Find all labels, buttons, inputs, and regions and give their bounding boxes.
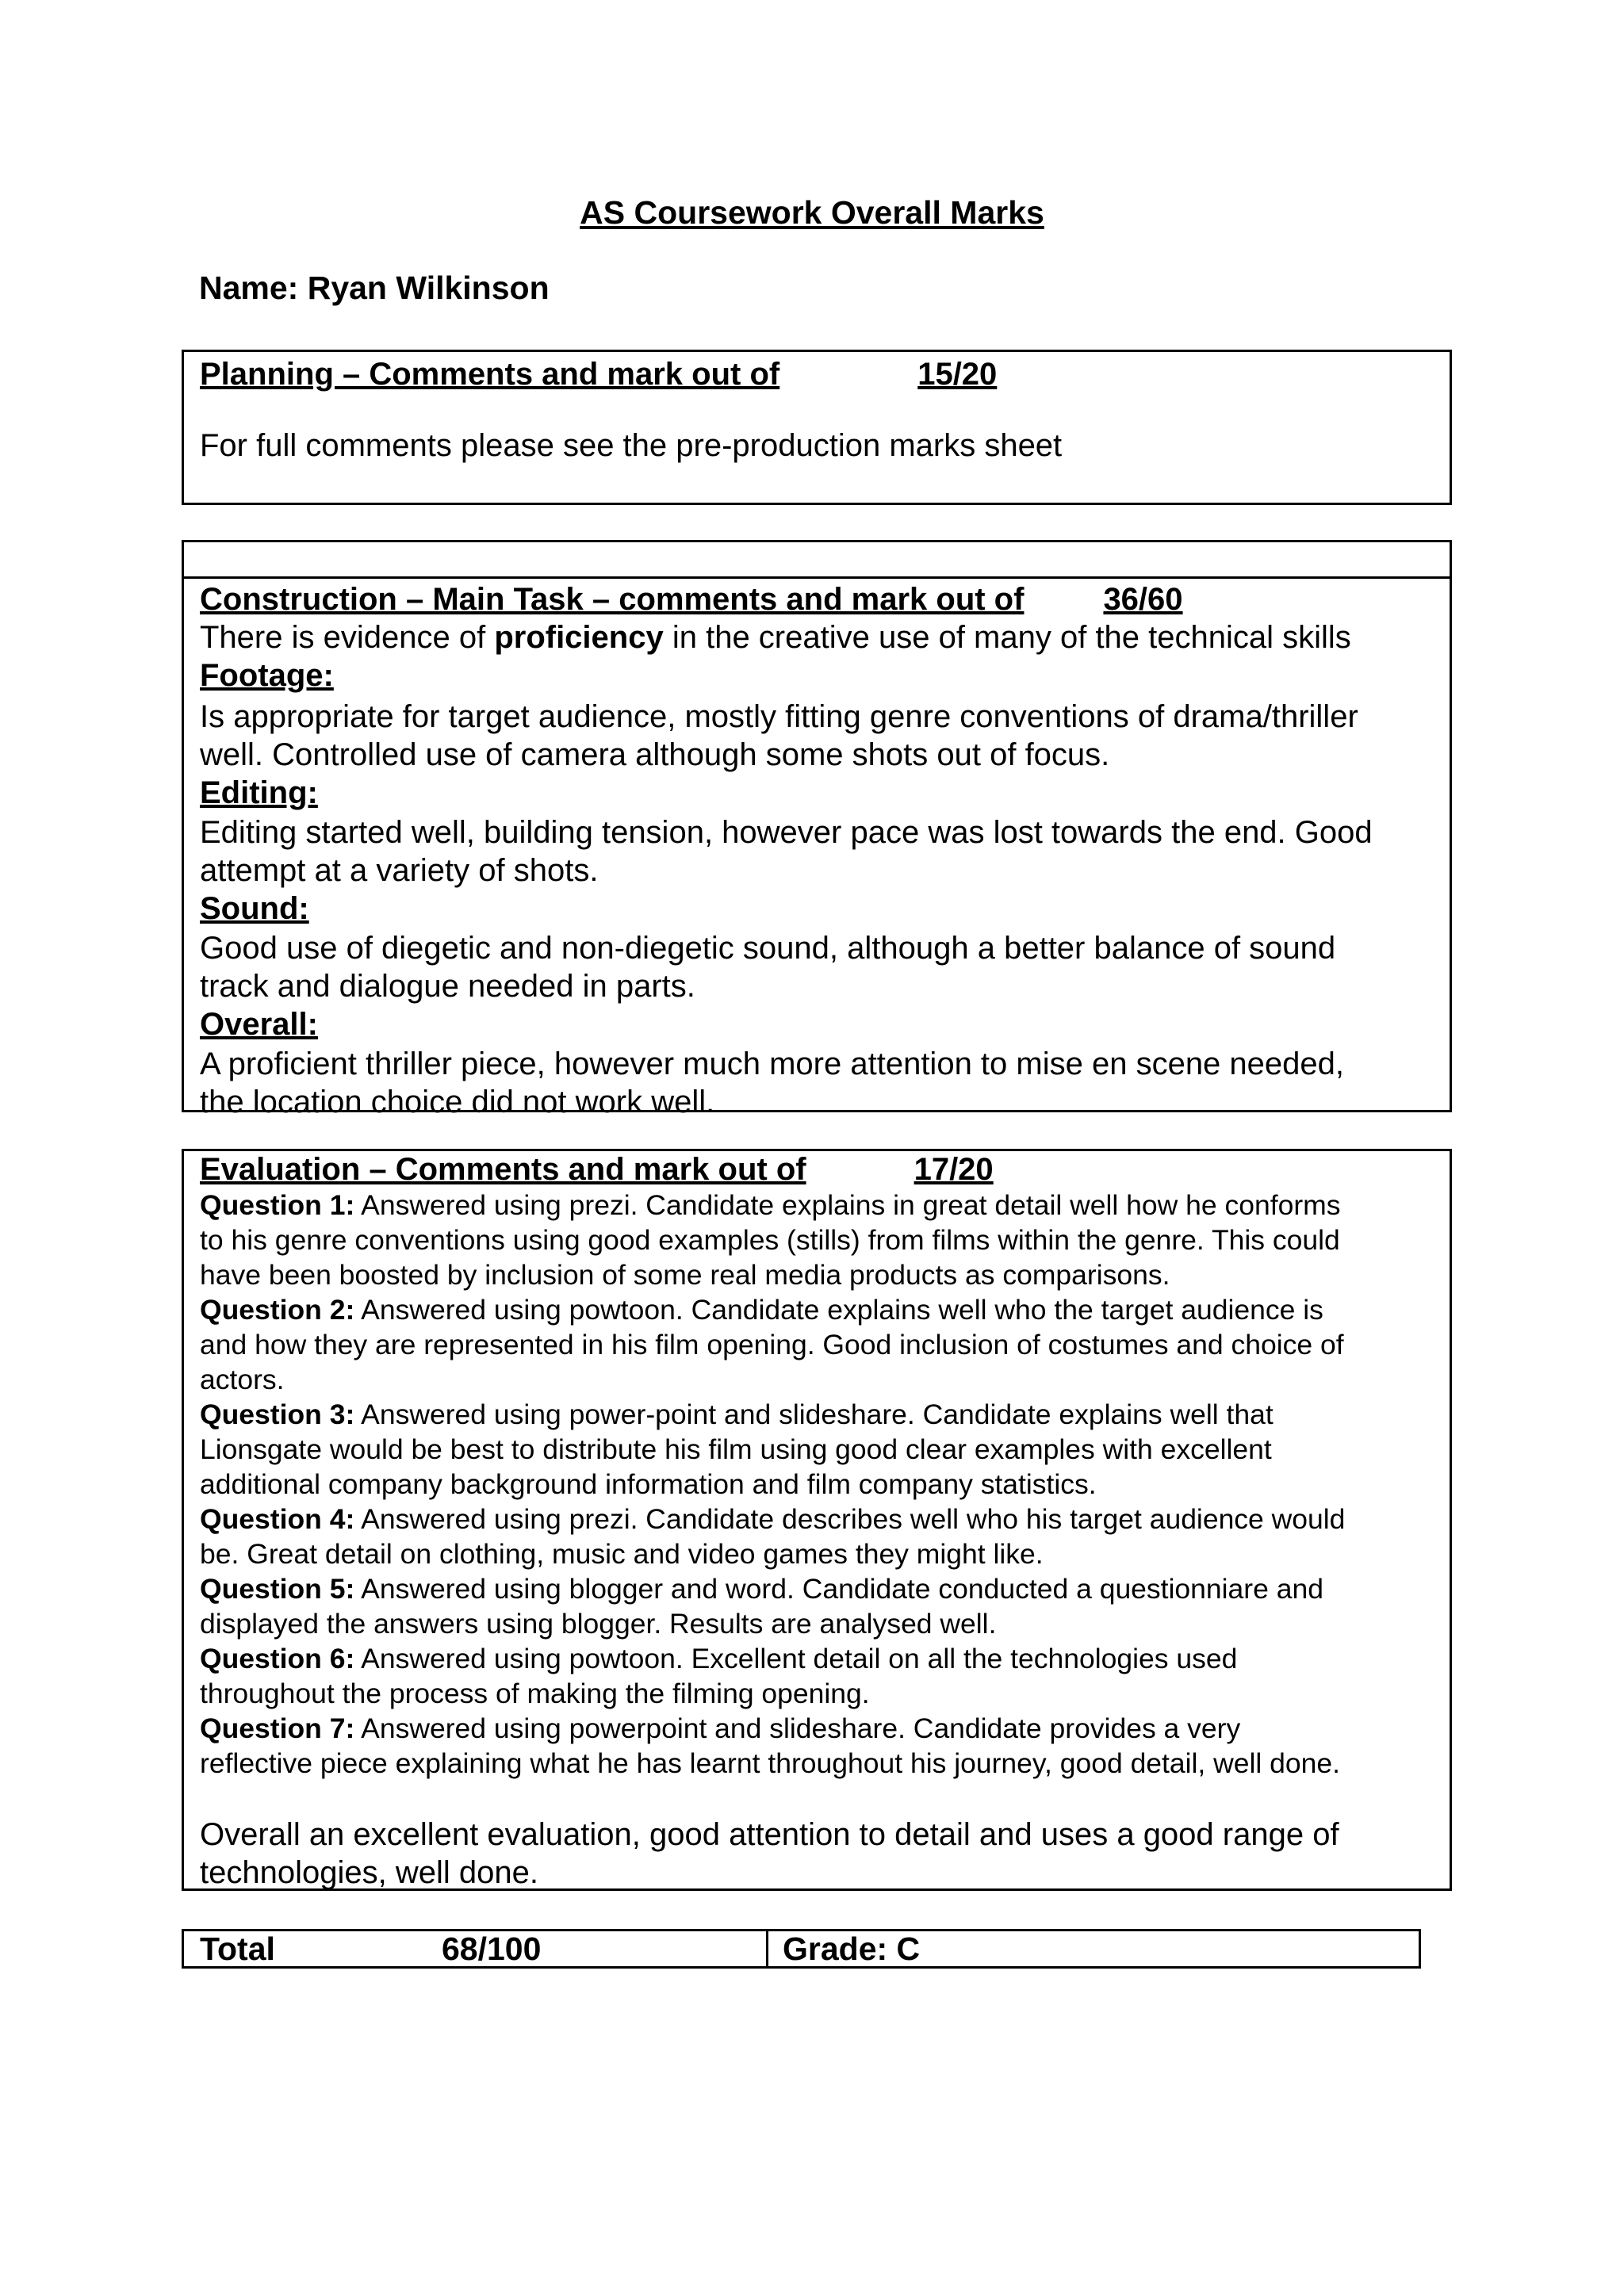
question-text: Answered using power-point and slideshare. Candidate explains well that [354,1399,1274,1430]
page-title: AS Coursework Overall Marks [580,194,1044,231]
question-label: Question 4: [200,1503,355,1535]
total-label: Total [200,1931,275,1967]
evaluation-mark: 17/20 [914,1152,994,1187]
question-label: Question 1: [200,1189,355,1221]
question-3-line: additional company background information and film company statistics. [200,1468,1097,1500]
total-value: 68/100 [442,1931,542,1967]
question-text: Answered using blogger and word. Candidate conducted a questionniare and [354,1573,1323,1605]
question-2-line: and how they are represented in his film opening. Good inclusion of costumes and choice of [200,1329,1344,1360]
evaluation-box [182,1149,1452,1891]
construction-heading-text: Construction – Main Task – comments and mark out of [200,582,1025,617]
question-label: Question 7: [200,1712,355,1744]
question-4-line: be. Great detail on clothing, music and video games they might like. [200,1538,1044,1570]
totals-divider [766,1931,768,1966]
sound-line: track and dialogue needed in parts. [200,969,695,1004]
footage-line: well. Controlled use of camera although some shots out of focus. [200,737,1110,772]
evaluation-overall-line: Overall an excellent evaluation, good attention to detail and uses a good range of [200,1817,1339,1852]
grade: Grade: C [783,1931,921,1967]
overall-label: Overall: [200,1007,318,1042]
question-7 [200,1711,1440,1746]
construction-intro-bold: proficiency [494,620,664,655]
question-label: Question 2: [200,1294,355,1326]
evaluation-overall-line: technologies, well done. [200,1855,538,1890]
sound-label: Sound: [200,891,309,926]
construction-intro [200,618,1434,656]
question-label: Question 3: [200,1399,355,1430]
construction-intro-before: There is evidence of [200,620,495,655]
evaluation-heading [200,1151,1440,1188]
planning-heading [200,355,997,393]
question-1-line: to his genre conventions using good examples (stills) from films within the genre. This could [200,1224,1340,1256]
question-2-line: actors. [200,1364,285,1395]
question-1 [200,1188,1440,1223]
construction-heading [200,580,1434,618]
question-3 [200,1397,1440,1432]
planning-heading-text: Planning – Comments and mark out of [200,357,780,392]
question-text: Answered using prezi. Candidate explains in great detail well how he conforms [354,1189,1341,1221]
question-3-line: Lionsgate would be best to distribute his film using good clear examples with excellent [200,1433,1272,1465]
totals-row [182,1929,1421,1969]
question-4 [200,1502,1440,1536]
planning-mark: 15/20 [917,357,998,392]
construction-intro-after: in the creative use of many of the technical skills [663,620,1351,655]
question-text: Answered using powtoon. Candidate explains well who the target audience is [354,1294,1323,1326]
question-text: Answered using prezi. Candidate describes well who his target audience would [354,1503,1346,1535]
question-7-line: reflective piece explaining what he has learnt throughout his journey, good detail, well done. [200,1747,1341,1779]
editing-label: Editing: [200,775,318,810]
question-text: Answered using powerpoint and slideshare. Candidate provides a very [354,1712,1241,1744]
planning-box [182,350,1452,505]
question-text: Answered using powtoon. Excellent detail on all the technologies used [354,1643,1238,1674]
footage-label: Footage: [200,658,334,693]
evaluation-heading-text: Evaluation – Comments and mark out of [200,1152,806,1187]
question-6-line: throughout the process of making the filming opening. [200,1678,870,1709]
overall-line: A proficient thriller piece, however much more attention to mise en scene needed, [200,1047,1345,1081]
question-label: Question 5: [200,1573,355,1605]
question-5-line: displayed the answers using blogger. Results are analysed well. [200,1608,997,1640]
editing-line: attempt at a variety of shots. [200,853,599,888]
planning-comment: For full comments please see the pre-production marks sheet [200,428,1063,463]
footage-line: Is appropriate for target audience, mostly fitting genre conventions of drama/thriller [200,699,1358,734]
question-5 [200,1571,1440,1606]
construction-box [182,576,1452,1119]
question-1-line: have been boosted by inclusion of some real media products as comparisons. [200,1259,1170,1291]
question-2 [200,1292,1440,1327]
sound-line: Good use of diegetic and non-diegetic sound, although a better balance of sound [200,931,1336,966]
construction-mark: 36/60 [1103,582,1183,617]
overall-line: the location choice did not work well. [200,1085,715,1119]
question-label: Question 6: [200,1643,355,1674]
question-6 [200,1641,1440,1676]
editing-line: Editing started well, building tension, however pace was lost towards the end. Good [200,815,1373,850]
construction-blank-row [182,540,1452,579]
evaluation-overall [200,1816,1440,1892]
student-name: Name: Ryan Wilkinson [199,270,550,306]
